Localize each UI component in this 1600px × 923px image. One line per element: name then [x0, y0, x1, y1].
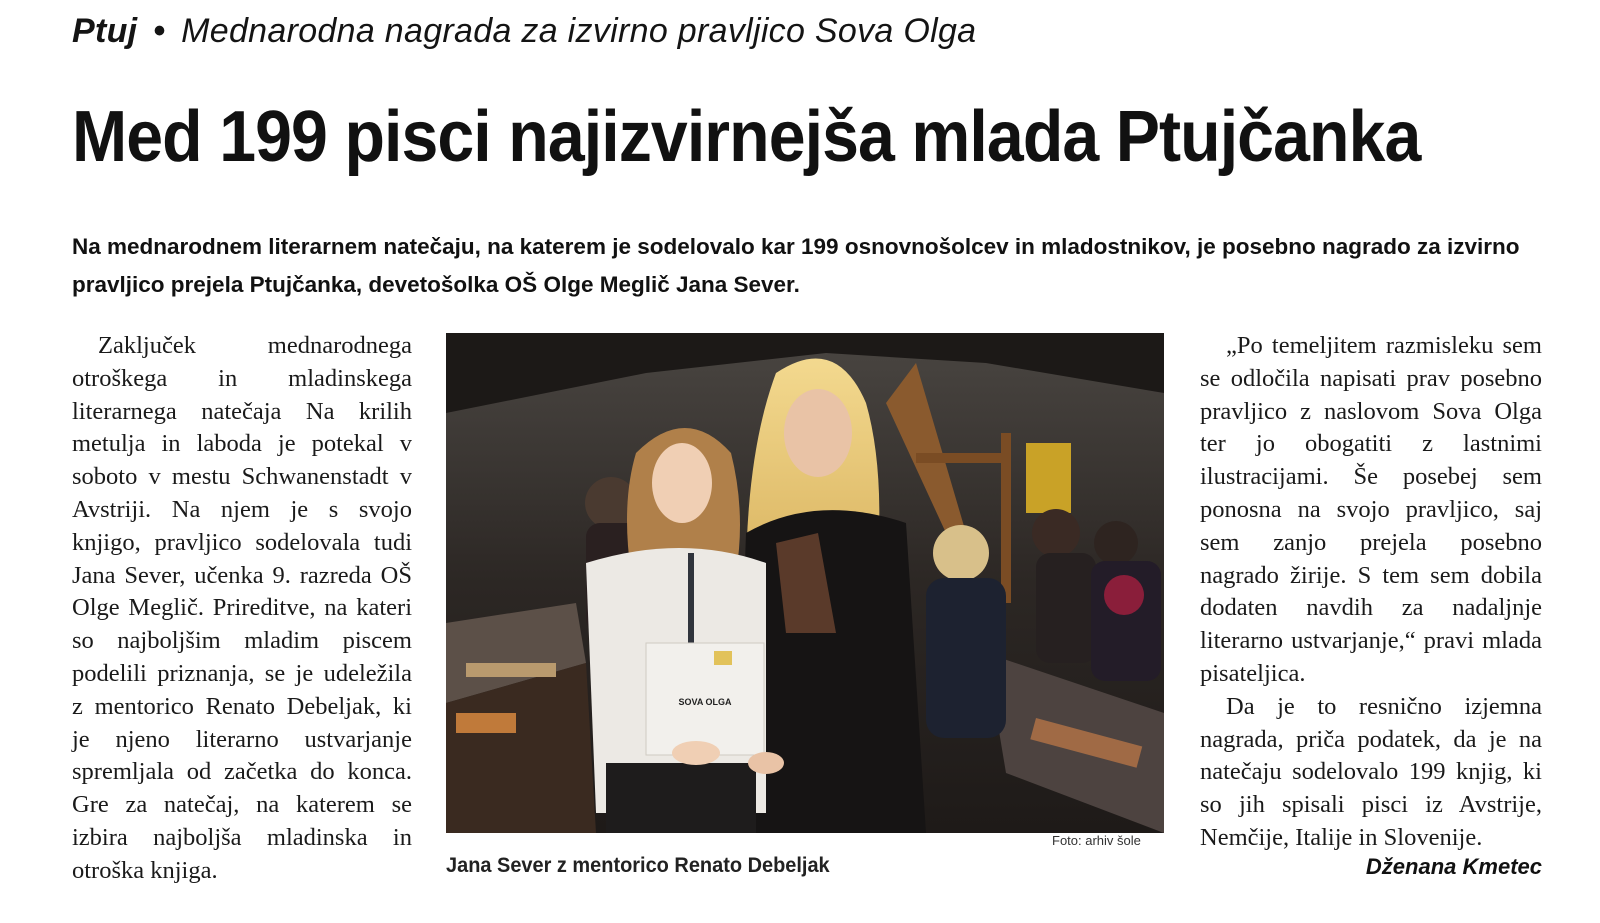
author-byline: Dženana Kmetec — [1365, 854, 1542, 879]
article-photo — [446, 333, 1164, 833]
photo-caption: Jana Sever z mentorico Renato Debeljak — [446, 854, 830, 877]
kicker-place: Ptuj — [72, 12, 138, 50]
photo-credit: Foto: arhiv šole — [1052, 833, 1141, 848]
article-lead: Na mednarodnem literarnem natečaju, na katerem je sodelovalo kar 199 osnovnošolcev in mladostnikov, je posebno nagrado za izvirno pravljico prejela Ptujčanka, devetošolka OŠ Olge Meglič Jana Sever. — [72, 234, 1520, 297]
kicker-line — [72, 12, 976, 51]
photo-illustration — [446, 333, 1164, 833]
body-paragraph-quote: „Po temeljitem razmisleku sem se odločila napisati prav posebno pravljico z naslovom Sova Olga ter jo obogatiti z lastnimi ilustracijami. Še posebej sem ponosna na svojo pravljico, saj sem zanjo prejela posebno nagrado žirije. S tem sem dobila dodaten navdih za nadaljnje literarno ustvarjanje,“ pravi mlada pisateljica. — [1200, 332, 1542, 687]
book-title: SOVA OLGA — [678, 697, 732, 707]
body-column-right — [1200, 330, 1542, 855]
kicker-topic: Mednarodna nagrada za izvirno pravljico Sova Olga — [181, 12, 977, 50]
article-headline: Med 199 pisci najizvirnejša mlada Ptujčanka — [72, 97, 1421, 177]
kicker-separator: • — [153, 12, 166, 50]
body-paragraph: Zaključek mednarodnega otroškega in mladinskega literarnega natečaja Na krilih metulja in laboda je potekal v soboto v mestu Schwanenstadt v Avstriji. Na njem je s svojo knjigo, pravljico sodelovala tudi Jana Sever, učenka 9. razreda OŠ Olge Meglič. Prireditve, na kateri so najboljšim mladim piscem podelili priznanja, se je udeležila z mentorico Renato Debeljak, ki je njeno literarno ustvarjanje spremljala od začetka do konca. Gre za natečaj, na katerem se izbira najboljša mladinska in otroška knjiga. — [72, 332, 412, 884]
body-column-left — [72, 330, 412, 888]
body-paragraph-closing: Da je to resnično izjemna nagrada, priča podatek, da je na natečaju sodelovalo 199 knjig, ki so jih spisali pisci iz Avstrije, Nemčije, Italije in Slovenije. — [1200, 692, 1542, 851]
